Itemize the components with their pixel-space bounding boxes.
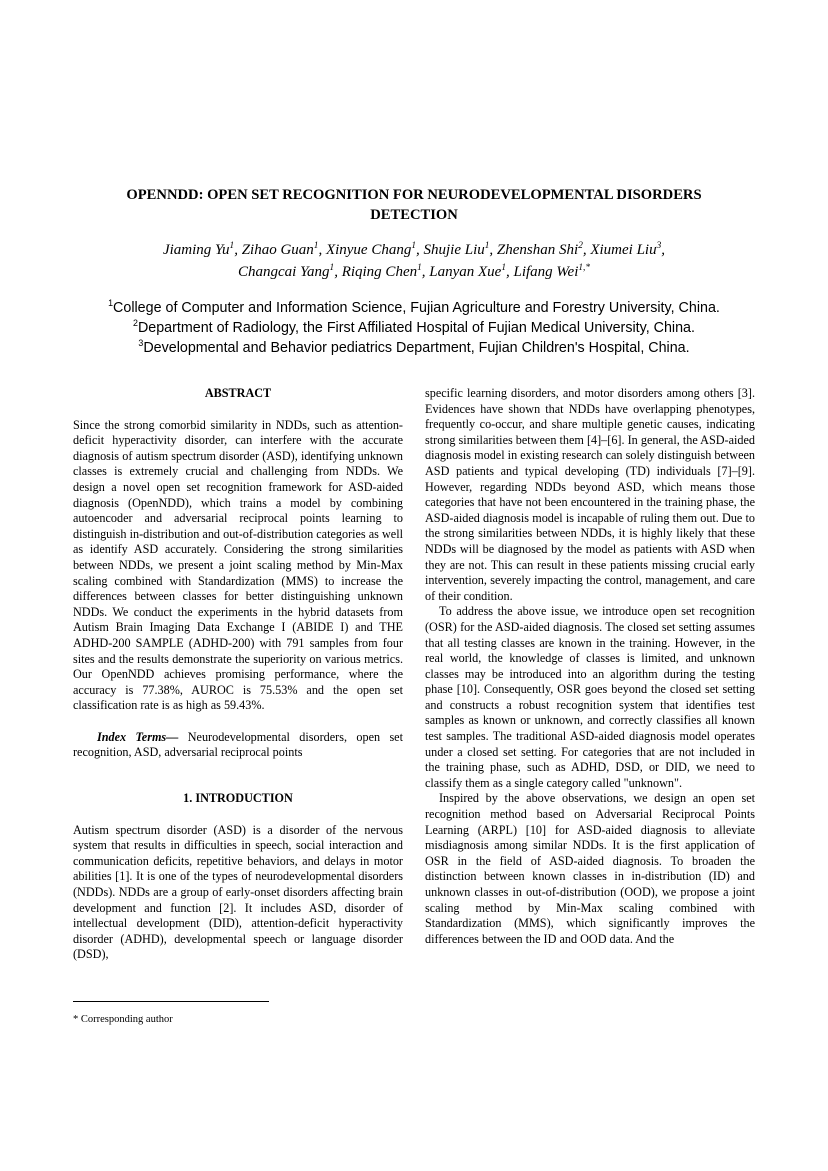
footnote: * Corresponding author: [73, 1014, 173, 1025]
abstract-heading: ABSTRACT: [204, 386, 272, 400]
left-column: [73, 386, 403, 963]
intro-heading: 1. INTRODUCTION: [183, 791, 293, 806]
intro-paragraph-1: Autism spectrum disorder (ASD) is a disorder of the nervous system that results in difficulties in speech, social interaction and communication deficits, repetitive behaviors, and delays in motor abilities [1]. It is one of the types of neurodevelopmental disorders (NDDs). NDDs are a group of early-onset disorders affecting brain development and function [2]. It includes ASD, disorder of intellectual development (DID), attention-deficit hyperactivity disorder (ADHD), developmental speech or language disorder (DSD),: [73, 822, 403, 962]
right-paragraph-3: Inspired by the above observations, we design an open set recognition method based on Adversarial Reciprocal Points Learning (ARPL) [10] for ASD-aided diagnosis to alleviate misdiagnosis among similar NDDs. It is the first application of OSR in the field of ASD-aided diagnosis. To broaden the distinction between known classes in in-distribution (ID) and unknown classes in out-of-distribution (OOD), we propose a joint scaling method by Min-Max scaling combined with Standardization (MMS), which significantly improves the differences between the ID and OOD data. And the: [425, 791, 755, 946]
abstract-text: Since the strong comorbid similarity in NDDs, such as attention-deficit hyperactivity disorder, can interfere with the accurate diagnosis of autism spectrum disorder (ASD), identifying unknown classes is extremely crucial and challenging from NDDs. We design a novel open set recognition framework for ASD-aided diagnosis (OpenNDD), which trains a model by combining autoencoder and adversarial reciprocal points learning to distinguish in-distribution and out-of-distribution categories as well as identify ASD accurately. Considering the strong similarities between NDDs, we present a joint scaling method by Min-Max scaling combined with Standardization (MMS) to increase the differences between classes for better distinguishing unknown NDDs. We conduct the experiments in the hybrid datasets from Autism Brain Imaging Data Exchange I (ABIDE I) and THE ADHD-200 SAMPLE (ADHD-200) with 791 samples from four sites and the results demonstrate the superiority on various metrics. Our OpenNDD achieves promising performance, where the accuracy is 77.38%, AUROC is 75.53% and the open set classification rate is as high as 59.43%.: [73, 417, 403, 713]
index-terms-label: Index Terms—: [97, 729, 179, 744]
author-5: Xiumei Liu$^3$,: [590, 241, 665, 258]
footnote-rule: [73, 1001, 269, 1002]
title-line-2: DETECTION: [370, 207, 458, 223]
index-terms: [73, 730, 403, 761]
paper-title: [70, 185, 758, 225]
author-7: Riqing Chen$^1$,: [341, 263, 430, 280]
right-paragraph-2: To address the above issue, we introduce open set recognition (OSR) for the ASD-aided diagnosis. The closed set setting assumes that all testing classes are known in the training. However, in the real world, the knowledge of classes is limited, and unknown classes may be introduced into an algorithm during the testing phase [10]. Consequently, OSR goes beyond the closed set setting and constructs a robust recognition system that identifies test samples as known or unknown, and correctly classifies all known test samples. The traditional ASD-aided diagnosis model operates under a closed set setting. For categories that are not included in the training phase, such as ADHD, DSD, or DID, we need to classify them as a single category called "unknown".: [425, 604, 755, 790]
author-8: Lanyan Xue$^1$,: [429, 263, 514, 280]
right-column: [425, 386, 755, 947]
author-9: Lifang Wei$^{1,*}$: [513, 263, 590, 280]
affiliations: [60, 298, 768, 358]
affiliation-2: $^2$Department of Radiology, the First Affiliated Hospital of Fujian Medical University, China.: [133, 318, 695, 336]
author-4: Zhenshan Shi$^2$,: [496, 241, 591, 258]
author-2: Xinyue Chang$^1$,: [325, 241, 424, 258]
right-paragraph-1: specific learning disorders, and motor disorders among others [3]. Evidences have shown that NDDs have overlapping phenotypes, frequently co-occur, and share multiple genetic causes, indicating strong similarities between them [4]–[6]. In general, the ASD-aided diagnosis model in existing research can solely distinguish between ASD patients and typical developing (TD) individuals [7]–[9]. However, regarding NDDs beyond ASD, which means those categories that have not been encountered in the training phase, the ASD-aided diagnosis model is incapable of ruling them out. Due to the strong similarities between NDDs, it is highly likely that these NDDs will be diagnosed by the model as patients with ASD when they are not. This can result in these patients missing crucial early intervention, severely impacting the control, management, and care of their condition.: [425, 386, 755, 603]
author-list: [110, 239, 718, 283]
index-terms-text: Neurodevelopmental disorders, open set recognition, ASD, adversarial reciprocal points: [73, 729, 403, 760]
author-3: Shujie Liu$^1$,: [423, 241, 497, 258]
affiliation-3: $^3$Developmental and Behavior pediatrics Department, Fujian Children's Hospital, China.: [138, 338, 690, 356]
author-0: Jiaming Yu$^1$,: [162, 241, 242, 258]
affiliation-1: $^1$College of Computer and Information Science, Fujian Agriculture and Forestry University, China.: [108, 298, 720, 316]
author-1: Zihao Guan$^1$,: [241, 241, 326, 258]
author-6: Changcai Yang$^1$,: [237, 263, 342, 280]
title-line-1: OPENNDD: OPEN SET RECOGNITION FOR NEURODEVELOPMENTAL DISORDERS: [126, 187, 702, 203]
